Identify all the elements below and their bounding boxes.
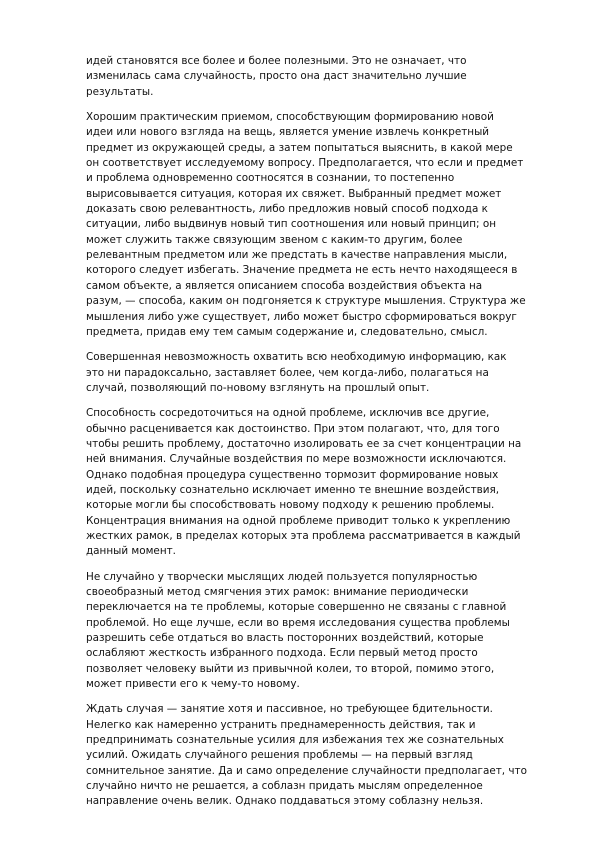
paragraph-1: идей становятся все более и более полезными. Это не означает, что изменилась сама случайность, просто она даст значительно лучшие результаты. — [86, 55, 467, 98]
paragraph-spacer — [86, 692, 546, 702]
paragraph-3: Совершенная невозможность охватить всю необходимую информацию, как это ни парадоксально, заставляет более, чем когда-либо, полагаться на случай, позволяющий по-новому взглянуть на прошлый опыт. — [86, 351, 507, 394]
paragraph-spacer — [86, 340, 546, 350]
paragraph-6: Ждать случая — занятие хотя и пассивное, но требующее бдительности. Нелегко как намеренно устранить преднамеренность действия, так и предпринимать сознательные усилия для избежания тех же сознательных усилий. Ожидать случайного решения проблемы — на первый взгляд сомнительное занятие. Да и само определение случайности предполагает, что случайно ничто не решается, а соблазн придать мыслям определенное направление очень велик. Однако поддаваться этому соблазну нельзя. — [86, 703, 527, 808]
paragraph-4: Способность сосредоточиться на одной проблеме, исключив все другие, обычно расценивается как достоинство. При этом полагают, что, для того чтобы решить проблему, достаточно изолировать ее за счет концентрации на ней внимания. Случайные воздействия по мере возможности исключаются. Однако подобная процедура существенно тормозит формирование новых идей, поскольку сознательно исключает именно те внешние воздействия, которые могли бы способствовать новому подходу к решению проблемы. Концентрация внимания на одной проблеме приводит только к укреплению жестких рамок, в пределах которых эта проблема рассматривается в каждый данный момент. — [86, 407, 522, 558]
paragraph-spacer — [86, 396, 546, 406]
paragraph-spacer — [86, 100, 546, 110]
paragraph-5: Не случайно у творчески мыслящих людей пользуется популярностью своеобразный метод смягчения этих рамок: внимание периодически переключается на те проблемы, которые совершенно не связаны с главной проблемой. Но еще лучше, если во время исследования существа проблемы разрешить себе отдаться во власть посторонних воздействий, которые ослабляют жесткость избранного подхода. Если первый метод просто позволяет человеку выйти из привычной колеи, то второй, помимо этого, может привести его к чему-то новому. — [86, 570, 510, 691]
paragraph-2: Хорошим практическим приемом, способствующим формированию новой идеи или нового взгляда на вещь, является умение извлечь конкретный предмет из окружающей среды, а затем попытаться выяснить, в какой мере он соответствует исследуемому вопросу. Предполагается, что если и предмет и проблема одновременно соотносятся в сознании, то постепенно вырисовывается ситуация, которая их свяжет. Выбранный предмет может доказать свою релевантность, либо предложив новый способ подхода к ситуации, либо выдвинув новый тип соотношения или новый принцип; он может служить также связующим звеном с каким-то другим, более релевантным предметом или же предстать в качестве направления мысли, которого следует избегать. Значение предмета не есть нечто находящееся в самом объекте, а является описанием способа воздействия объекта на разум, — способа, каким он подгоняется к структуре мышления. Структура же мышления либо уже существует, либо может быстро сформироваться вокруг предмета, придав ему тем самым содержание и, следовательно, смысл. — [86, 111, 526, 338]
document-body — [86, 54, 546, 810]
paragraph-spacer — [86, 560, 546, 570]
